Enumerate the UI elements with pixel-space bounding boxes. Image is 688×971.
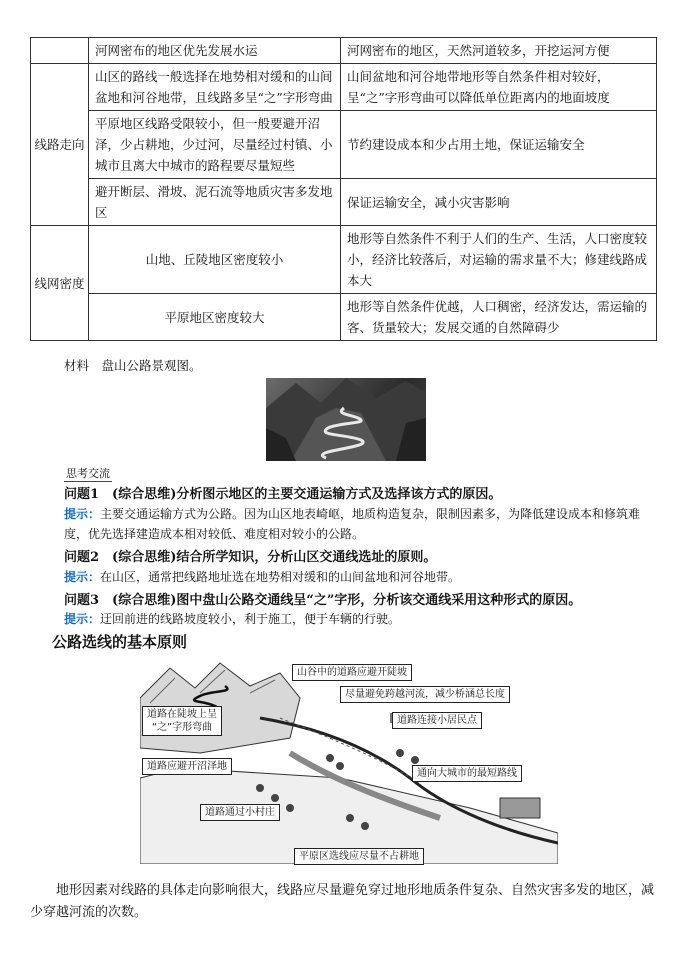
table-cell: 避开断层、滑坡、泥石流等地质灾害多发地区 <box>89 179 341 226</box>
question-3: 问题3 (综合思维)图中盘山公路交通线呈“之”字形，分析该交通线采用这种形式的原因。 <box>64 593 582 608</box>
question-1: 问题1 (综合思维)分析图示地区的主要交通运输方式及选择该方式的原因。 <box>64 487 502 502</box>
table-row <box>31 38 657 64</box>
transport-principles-table <box>30 37 657 341</box>
table-cell: 地形等自然条件优越，人口稠密，经济发达，需运输的客、货量较大；发展交通的自然障碍少 <box>341 294 657 341</box>
diagram-label: 通向大城市的最短路线 <box>412 765 522 782</box>
table-cell: 节约建设成本和少占用土地，保证运输安全 <box>341 111 657 179</box>
table-cell: 河网密布的地区，天然河道较多，开挖运河方便 <box>341 38 657 64</box>
mountain-road-photo <box>266 378 426 461</box>
table-row <box>31 294 657 341</box>
table-cell: 平原地区密度较大 <box>89 294 341 341</box>
row-header-density: 线网密度 <box>31 226 89 341</box>
table-row <box>31 111 657 179</box>
table-cell: 平原地区线路受限较小，但一般要避开沼泽，少占耕地，少过河，尽量经过村镇、小城市且离大中城市的路程要尽量短些 <box>89 111 341 179</box>
diagram-label: 尽量避免跨越河流，减少桥涵总长度 <box>340 686 510 703</box>
table-cell: 保证运输安全，减小灾害影响 <box>341 179 657 226</box>
footer-paragraph: 地形因素对线路的具体走向影响很大，线路应尽量避免穿过地形地质条件复杂、自然灾害多发的地区，减少穿越河流的次数。 <box>30 883 655 920</box>
diagram-label: 道路应避开沼泽地 <box>142 758 232 775</box>
diagram-label: 道路连接小居民点 <box>392 712 482 729</box>
table-cell: 山地、丘陵地区密度较小 <box>89 226 341 294</box>
material-caption: 材料 盘山公路景观图。 <box>64 358 202 373</box>
table-row <box>31 179 657 226</box>
hint-3: 提示：迂回前进的线路坡度较小，利于施工，便于车辆的行驶。 <box>64 612 401 626</box>
hint-2: 提示：在山区，通常把线路地址选在地势相对缓和的山间盆地和河谷地带。 <box>64 570 461 584</box>
mountain-road-icon <box>266 378 426 461</box>
table-row <box>31 226 657 294</box>
diagram-label: 平原区选线应尽量不占耕地 <box>294 848 424 865</box>
diagram-label: 山谷中的道路应避开陡坡 <box>292 664 412 681</box>
road-route-diagram <box>140 658 558 864</box>
table-cell: 山间盆地和河谷地带地形等自然条件相对较好，呈“之”字形弯曲可以降低单位距离内的地面坡度 <box>341 64 657 111</box>
diagram-label: 道路在陡坡上呈 “之”字形弯曲 <box>142 706 222 736</box>
table-cell: 山区的路线一般选择在地势相对缓和的山间盆地和河谷地带，且线路多呈“之”字形弯曲 <box>89 64 341 111</box>
table-row <box>31 64 657 111</box>
diagram-label: 道路通过小村庄 <box>200 804 280 821</box>
question-2: 问题2 (综合思维)结合所学知识，分析山区交通线选址的原则。 <box>64 550 437 565</box>
table-cell: 河网密布的地区优先发展水运 <box>89 38 341 64</box>
section-title: 公路选线的基本原则 <box>52 633 188 651</box>
table-cell: 地形等自然条件不利于人们的生产、生活，人口密度较小，经济比较落后，对运输的需求量不大；修建线路成本大 <box>341 226 657 294</box>
think-exchange-label: 思考交流 <box>66 467 110 480</box>
row-header-route: 线路走向 <box>31 64 89 226</box>
hint-1: 提示：主要交通运输方式为公路。因为山区地表崎岖，地质构造复杂，限制因素多，为降低建设成本和修筑难度，优先选择建造成本相对较低、难度相对较小的公路。 <box>64 507 641 541</box>
